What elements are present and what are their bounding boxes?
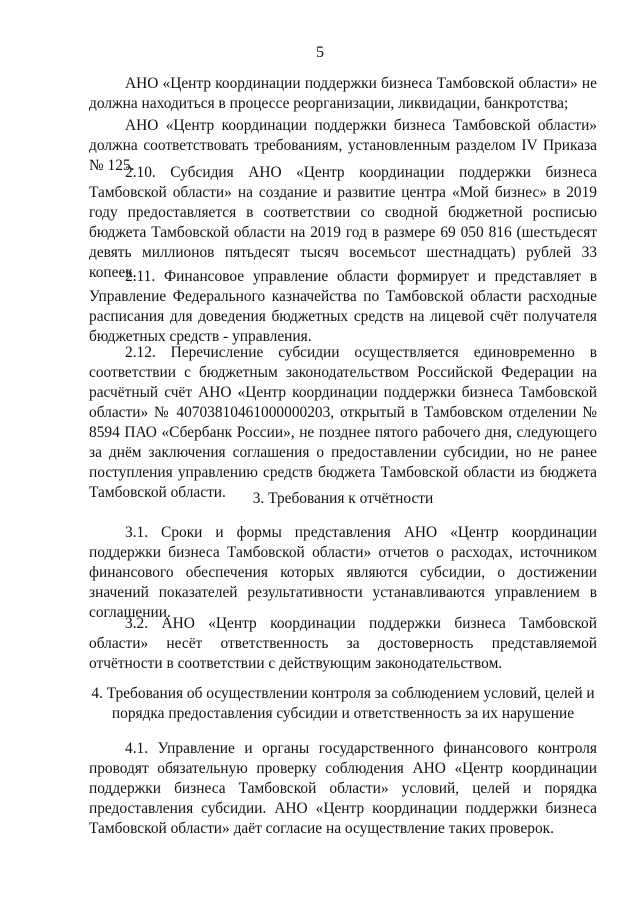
section-3-heading: 3. Требования к отчётности (252, 490, 434, 507)
paragraph-4-1-control: 4.1. Управление и органы государственного финансового контроля проводят обязательную проверку соблюдения АНО «Центр координации поддержки бизнеса Тамбовской области» условий, целей и порядка предоставления субсидии. АНО «Центр координации поддержки бизнеса Тамбовской области» даёт согласие на осуществление таких проверок. (89, 740, 597, 837)
paragraph-2-11-finance-department: 2.11. Финансовое управление области формирует и представляет в Управление Федерального казначейства по Тамбовской области расходные расписания для доведения бюджетных средств на лицевой счёт получателя бюджетных средств - управления. (89, 268, 597, 345)
paragraph-3-2-responsibility: 3.2. АНО «Центр координации поддержки бизнеса Тамбовской области» несёт ответственность за достоверность представляемой отчётности в соответствии с действующим законодательством. (89, 615, 597, 672)
paragraph-requirement-order-125: АНО «Центр координации поддержки бизнеса Тамбовской области» должна соответствовать требованиям, установленным разделом IV Приказа № 125. (89, 117, 597, 174)
paragraph-3-1-report-forms: 3.1. Сроки и формы представления АНО «Центр координации поддержки бизнеса Тамбовской области» отчетов о расходах, источником финансового обеспечения которых являются субсидии, о достижении значений показателей результативности устанавливаются управлением в соглашении. (89, 524, 597, 621)
page-number: 5 (316, 44, 324, 61)
section-4-heading: 4. Требования об осуществлении контроля за соблюдением условий, целей и порядка предоставления субсидии и ответственность за их нарушение (91, 685, 595, 722)
paragraph-2-10-subsidy-amount: 2.10. Субсидия АНО «Центр координации поддержки бизнеса Тамбовской области» на создание и развитие центра «Мой бизнес» в 2019 году предоставляется в соответствии со сводной бюджетной росписью бюджета Тамбовской области на 2019 год в размере 69 050 816 (шестьдесят девять миллионов пятьдесят тысяч восемьсот шестнадцать) рублей 33 копеек. (89, 164, 597, 281)
paragraph-requirement-no-reorganization: АНО «Центр координации поддержки бизнеса Тамбовской области» не должна находиться в процессе реорганизации, ликвидации, банкротства; (89, 75, 597, 112)
paragraph-2-12-transfer: 2.12. Перечисление субсидии осуществляется единовременно в соответствии с бюджетным законодательством Российской Федерации на расчётный счёт АНО «Центр координации поддержки бизнеса Тамбовской области» № 40703810461000000203, открытый в Тамбовском отделении № 8594 ПАО «Сбербанк России», не позднее пятого рабочего дня, следующего за днём заключения соглашения о предоставлении субсидии, но не ранее поступления управлению средств бюджета Тамбовской области из бюджета Тамбовской области. (89, 344, 597, 501)
